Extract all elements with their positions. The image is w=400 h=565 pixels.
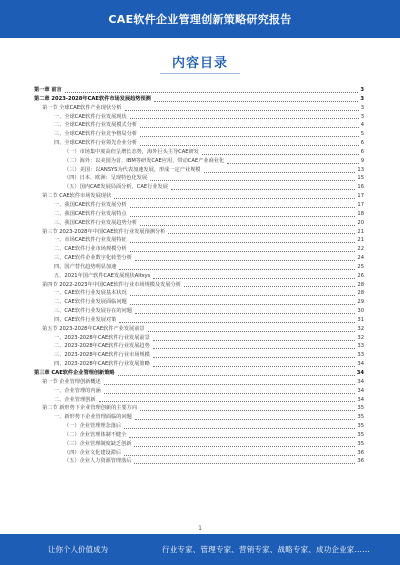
toc-entry-title: （二）企业管理体制不健全 — [64, 431, 127, 438]
toc-entry-title: （五）国内CAE发展局面分析，CAE行业发展 — [64, 184, 168, 191]
toc-entry[interactable] — [34, 404, 364, 413]
toc-entry[interactable] — [34, 298, 364, 307]
toc-entry-title: （四）企业文化建设滞后 — [64, 449, 122, 456]
toc-entry[interactable] — [34, 263, 364, 272]
toc-dot-leader — [124, 454, 355, 456]
toc-entry[interactable] — [34, 272, 364, 281]
toc-dot-leader — [134, 462, 355, 464]
toc-entry-page: 28 — [357, 290, 364, 297]
header-bar — [0, 0, 400, 38]
toc-entry-title: 一、市场CAE软件行业发展特征 — [54, 237, 127, 244]
toc-entry-title: 四、CAE软件行业发展对策 — [54, 316, 117, 323]
toc-entry-page: 9 — [360, 157, 364, 164]
toc-entry[interactable] — [34, 351, 364, 360]
toc-entry-page: 35 — [357, 423, 364, 430]
toc-entry-title: 四、2023-2028年CAE软件行业发展策略 — [54, 361, 150, 368]
toc-entry-page: 35 — [357, 440, 364, 447]
toc-entry[interactable] — [34, 95, 364, 104]
toc-entry-title: 二、CAE软件行业发展面临问题 — [54, 299, 127, 306]
toc-entry-page: 3 — [360, 87, 364, 93]
toc-entry-page: 5 — [360, 131, 364, 138]
report-title: CAE软件企业管理创新策略研究报告 — [108, 13, 292, 26]
toc-entry[interactable] — [34, 183, 364, 192]
toc-dot-leader — [65, 91, 359, 93]
toc-entry-page: 21 — [357, 228, 364, 235]
toc-entry-title: 一、CAE软件行业发展基本状况 — [54, 290, 127, 297]
toc-entry[interactable] — [34, 334, 364, 343]
toc-entry-page: 15 — [357, 175, 364, 182]
toc-entry-title: 一、全球CAE软件行业发展现状 — [54, 113, 127, 120]
toc-entry-page: 35 — [357, 431, 364, 438]
toc-entry[interactable] — [34, 130, 364, 139]
toc-dot-leader — [130, 215, 356, 217]
toc-entry-page: 33 — [357, 343, 364, 350]
toc-entry[interactable] — [34, 219, 364, 228]
toc-entry-page: 34 — [357, 387, 364, 394]
toc-entry[interactable] — [34, 139, 364, 148]
toc-entry[interactable] — [34, 431, 364, 440]
toc-entry-title: 第四节 2022-2023年中国CAE软件行业市场规模及发展分析 — [42, 281, 181, 288]
toc-entry[interactable] — [34, 387, 364, 396]
toc-entry-title: 第三章 CAE软件企业管理创新策略 — [34, 370, 115, 376]
toc-dot-leader — [129, 436, 355, 438]
toc-entry-page: 13 — [357, 166, 364, 173]
toc-entry-page: 36 — [357, 458, 364, 465]
toc-dot-leader — [130, 303, 356, 305]
toc-entry-page: 25 — [357, 263, 364, 270]
toc-entry[interactable] — [34, 113, 364, 122]
toc-dot-leader — [135, 312, 356, 314]
toc-entry[interactable] — [34, 449, 364, 458]
toc-entry[interactable] — [34, 413, 364, 422]
toc-entry-title: 一、我国CAE软件行业发展分析 — [54, 201, 127, 208]
toc-dot-leader — [153, 339, 356, 341]
toc-heading-underline — [160, 73, 240, 74]
toc-dot-leader — [184, 285, 355, 287]
toc-entry[interactable] — [34, 325, 364, 334]
footer-brand: 让你个人价值成为 — [48, 545, 108, 554]
toc-entry-page: 3 — [360, 113, 364, 120]
toc-dot-leader — [202, 153, 359, 155]
toc-entry-title: 第一节 全球CAE软件产业现状分析 — [42, 104, 122, 111]
toc-entry-page: 17 — [357, 201, 364, 208]
toc-heading: 内容目录 — [171, 56, 228, 71]
toc-dot-leader — [204, 171, 356, 173]
toc-dot-leader — [140, 144, 359, 146]
toc-dot-leader — [125, 109, 359, 111]
toc-entry[interactable] — [34, 289, 364, 298]
toc-entry-title: 第二章 2023-2028年CAE软件市场发展趋势预测 — [34, 95, 151, 102]
toc-entry-page: 30 — [357, 308, 364, 315]
toc-entry-page: 35 — [357, 405, 364, 412]
toc-entry[interactable] — [34, 342, 364, 351]
toc-entry[interactable] — [34, 307, 364, 316]
toc-entry[interactable] — [34, 174, 364, 183]
toc-entry-page: 22 — [357, 246, 364, 253]
toc-entry-title: （三）企业管理制度缺乏创新 — [64, 440, 132, 447]
toc-entry-page: 20 — [357, 219, 364, 226]
toc-entry[interactable] — [34, 440, 364, 449]
toc-entry[interactable] — [34, 369, 364, 378]
toc-entry-title: 三、CAE软件企业数字化转型分析 — [54, 255, 132, 262]
page-number: 1 — [198, 525, 202, 532]
toc-dot-leader — [130, 241, 356, 243]
toc-entry[interactable] — [34, 210, 364, 219]
toc-dot-leader — [130, 117, 359, 119]
toc-entry-page: 32 — [357, 334, 364, 341]
toc-entry[interactable] — [34, 245, 364, 254]
toc-entry[interactable] — [34, 104, 364, 113]
toc-entry-title: 第一章 前言 — [34, 87, 62, 93]
toc-entry[interactable] — [34, 316, 364, 325]
toc-entry[interactable] — [34, 201, 364, 210]
toc-dot-leader — [134, 445, 355, 447]
toc-dot-leader — [168, 232, 355, 234]
toc-entry[interactable] — [34, 121, 364, 130]
toc-entry-title: 三、全球CAE软件行业竞争格局分析 — [54, 131, 138, 138]
toc-entry-title: 四、全球CAE软件行业领先企业分析 — [54, 140, 138, 147]
toc-entry-page: 33 — [357, 352, 364, 359]
toc-entry-title: 第二节 新形势下企业管理创新的主要方向 — [42, 405, 138, 412]
toc-entry-page: 32 — [357, 325, 364, 332]
toc-dot-leader — [119, 321, 355, 323]
toc-dot-leader — [104, 383, 356, 385]
toc-entry-title: 三、我国CAE软件行业发展趋势分析 — [54, 219, 138, 226]
toc-entry-title: 二、2023-2028年CAE软件行业发展趋势 — [54, 343, 150, 350]
toc-dot-leader — [227, 162, 359, 164]
toc-entry-page: 31 — [357, 316, 364, 323]
toc-entry-title: 三、CAE软件行业发展存在的问题 — [54, 308, 132, 315]
toc-entry-title: 一、企业管理的内涵 — [54, 387, 101, 394]
footer-bar — [0, 534, 400, 565]
toc-entry[interactable] — [34, 157, 364, 166]
toc-entry[interactable] — [34, 254, 364, 263]
toc-dot-leader — [154, 100, 359, 102]
toc-entry-page: 21 — [357, 237, 364, 244]
toc-entry-title: 四、国产替代趋势明显加速 — [54, 263, 117, 270]
toc-entry-title: （一）企业管理理念落后 — [64, 423, 122, 430]
toc-dot-leader — [140, 126, 359, 128]
toc-dot-leader — [118, 374, 355, 376]
toc-entry-title: 一、2023-2028年CAE软件行业发展前景 — [54, 334, 150, 341]
toc-entry[interactable] — [34, 86, 364, 95]
toc-dot-leader — [171, 188, 355, 190]
toc-entry-title: 一、新形势下企业管理面临的问题 — [54, 414, 132, 421]
toc-entry-title: 五、2021年国产软件CAE发展现状Altsys — [54, 272, 151, 279]
toc-dot-leader — [130, 294, 356, 296]
toc-entry[interactable] — [34, 192, 364, 201]
toc-dot-leader — [148, 330, 356, 332]
toc-entry-page: 3 — [360, 104, 364, 111]
toc-entry-page: 34 — [357, 396, 364, 403]
toc-entry-page: 6 — [360, 148, 364, 155]
toc-entry-page: 35 — [357, 414, 364, 421]
toc-entry-page: 29 — [357, 299, 364, 306]
toc-entry[interactable] — [34, 422, 364, 431]
toc-entry-page: 24 — [357, 255, 364, 262]
toc-entry-title: （三）美国：以ANSYS为代表加速发展，形成一定产业规模 — [64, 166, 201, 173]
toc-entry[interactable] — [34, 228, 364, 237]
toc-entry-title: 二、企业管理创新 — [54, 396, 96, 403]
toc-entry[interactable] — [34, 360, 364, 369]
toc-entry-page: 18 — [357, 210, 364, 217]
toc-dot-leader — [99, 400, 356, 402]
toc-entry-page: 4 — [360, 122, 364, 129]
toc-entry-title: 二、CAE软件行业市场规模分析 — [54, 246, 127, 253]
toc-dot-leader — [130, 250, 356, 252]
toc-dot-leader — [119, 268, 355, 270]
toc-dot-leader — [153, 356, 356, 358]
toc-dot-leader — [153, 277, 355, 279]
toc-entry[interactable] — [34, 378, 364, 387]
toc-entry-page: 34 — [357, 378, 364, 385]
toc-dot-leader — [140, 409, 355, 411]
toc-dot-leader — [153, 365, 356, 367]
toc-dot-leader — [124, 427, 355, 429]
toc-dot-leader — [135, 259, 356, 261]
toc-entry-page: 6 — [360, 140, 364, 147]
toc-entry[interactable] — [34, 236, 364, 245]
toc-entry-title: 二、全球CAE软件行业发展模式分析 — [54, 122, 138, 129]
toc-entry-title: 第三节 2023-2028年中国CAE软件行业发展预测分析 — [42, 228, 166, 235]
footer-tagline: 行业专家、管理专家、营销专家、战略专家、成功企业家…… — [162, 545, 370, 554]
toc-entry[interactable] — [34, 457, 364, 466]
toc-entry-title: （五）企业人力资源管理落后 — [64, 458, 132, 465]
toc-entry[interactable] — [34, 148, 364, 157]
toc-entry-title: 三、2023-2028年CAE软件行业市场规模 — [54, 352, 150, 359]
toc-entry-page: 17 — [357, 193, 364, 200]
toc-entry[interactable] — [34, 396, 364, 405]
toc-entry-title: 第五节 2023-2028年CAE软件产业发展前景 — [42, 325, 145, 332]
toc-entry-title: 第二节 CAE软件市场发展现状 — [42, 193, 112, 200]
toc-entry-title: （一）市场集中度高但呈增长态势，海外巨头主导CAE研发 — [64, 148, 199, 155]
toc-entry[interactable] — [34, 281, 364, 290]
toc-dot-leader — [135, 418, 356, 420]
toc-entry-title: 二、我国CAE软件行业发展特点 — [54, 210, 127, 217]
toc-entry-page: 3 — [360, 95, 364, 102]
toc-entry-page: 36 — [357, 449, 364, 456]
toc-entry-page: 16 — [357, 184, 364, 191]
toc-dot-leader — [140, 135, 359, 137]
toc-dot-leader — [114, 197, 355, 199]
toc-entry-page: 34 — [356, 370, 364, 376]
toc-entry-title: （二）海外：以美国为首，IBM等研发CAE应用，带动CAE产业商业化 — [64, 157, 225, 164]
toc-dot-leader — [150, 179, 355, 181]
toc-dot-leader — [153, 347, 356, 349]
toc-dot-leader — [140, 224, 355, 226]
toc-entry-page: 28 — [357, 281, 364, 288]
table-of-contents — [34, 86, 364, 466]
toc-dot-leader — [130, 206, 356, 208]
toc-entry[interactable] — [34, 166, 364, 175]
toc-entry-title: 第一节 企业管理创新概述 — [42, 378, 101, 385]
toc-entry-page: 26 — [357, 272, 364, 279]
toc-dot-leader — [104, 392, 356, 394]
toc-entry-page: 34 — [357, 361, 364, 368]
toc-entry-title: （四）日本、欧洲：呈现特色化发展 — [64, 175, 148, 182]
